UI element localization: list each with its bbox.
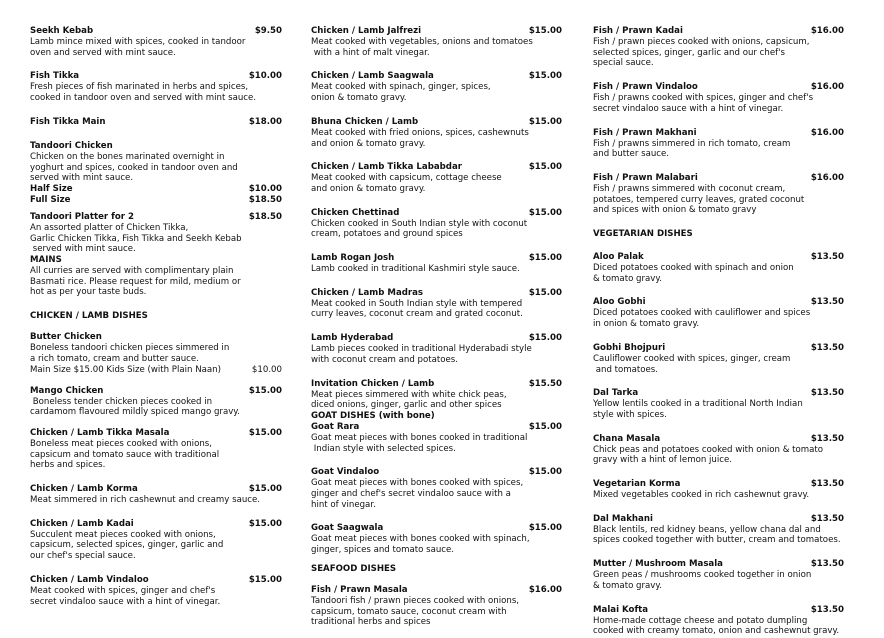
menu-item: [593, 297, 844, 329]
item-price: $16.00: [810, 127, 844, 138]
item-description: Meat cooked in South Indian style with tempered curry leaves, coconut cream and grated coconut.: [311, 298, 523, 320]
item-description: Chicken cooked in South Indian style with coconut cream, potatoes and ground spices: [311, 218, 528, 240]
item-title: Goat Vindaloo: [311, 467, 380, 478]
menu-item-header: [593, 479, 844, 490]
menu-item: [593, 173, 844, 216]
item-title: Chicken Chettinad: [311, 207, 400, 218]
item-description: Meat pieces simmered with white chick peas, diced onions, ginger, garlic and other spices: [311, 389, 507, 411]
item-description: Goat meat pieces with bones cooked in traditional Indian style with selected spices.: [311, 432, 528, 454]
item-title: Dal Makhani: [593, 513, 653, 524]
item-price: $15.00: [528, 333, 562, 344]
item-price: $15.00: [248, 385, 282, 396]
section-heading: SEAFOOD DISHES: [311, 563, 397, 574]
menu-item: [30, 141, 282, 184]
item-title: Tandoori Chicken: [30, 140, 113, 151]
item-title: Fish / Prawn Makhani: [593, 127, 697, 138]
item-title: Seekh Kebab: [30, 26, 94, 36]
menu-item: [311, 379, 562, 411]
menu-item: [593, 434, 844, 466]
menu-item: [593, 128, 844, 160]
item-price: $15.00: [528, 523, 562, 534]
menu-item-header: [311, 333, 562, 344]
menu-item: [311, 523, 562, 555]
menu-item: [593, 252, 844, 284]
menu-column-3: [593, 26, 844, 637]
item-price: $10.00: [248, 71, 282, 82]
item-title: Vegetarian Korma: [593, 479, 681, 490]
item-price: $16.00: [528, 584, 562, 595]
item-description: Fish / prawn pieces cooked with onions, capsicum, selected spices, ginger, garlic and our chef's special sauce.: [593, 37, 810, 69]
item-description: Fish / prawns simmered with coconut cream, potatoes, tempered curry leaves, grated coconut and spices with onion & tomato gravy: [593, 183, 805, 216]
item-description: Succulent meat pieces cooked with onions, capsicum, selected spices, ginger, garlic and our chef's special sauce.: [30, 529, 224, 562]
item-title: Goat Saagwala: [311, 523, 384, 534]
menu-item-header: [30, 386, 282, 397]
menu-item-header: [593, 559, 844, 570]
item-title: Fish / Prawn Vindaloo: [593, 82, 698, 93]
item-price: $15.00: [528, 253, 562, 264]
item-description: Cauliflower cooked with spices, ginger, cream and tomatoes.: [593, 353, 791, 375]
item-description: Fish / prawns simmered in rich tomato, cream and butter sauce.: [593, 138, 791, 160]
item-title: Fish Tikka: [30, 71, 80, 82]
menu-item: [311, 585, 562, 628]
menu-item: [593, 26, 844, 69]
item-title: Mango Chicken: [30, 385, 104, 396]
menu-item: [311, 288, 562, 320]
menu-item-header: [593, 605, 844, 616]
item-title: Dal Tarka: [593, 388, 639, 399]
item-price: $18.00: [248, 116, 282, 127]
menu-item-header: [30, 428, 282, 439]
item-title: Chicken / Lamb Korma: [30, 484, 138, 495]
item-price: $13.50: [810, 388, 844, 399]
item-description: Meat simmered in rich cashewnut and creamy sauce.: [30, 495, 261, 506]
menu-item-header: [593, 343, 844, 354]
item-price: $15.00: [528, 467, 562, 478]
item-description: Meat cooked with spices, ginger and chef's secret vindaloo sauce with a hint of vinegar.: [30, 585, 221, 607]
item-description: Meat cooked with spinach, ginger, spices, onion & tomato gravy.: [311, 82, 491, 104]
item-title: Chicken / Lamb Tikka Lababdar: [311, 162, 462, 173]
menu-item: [311, 117, 562, 149]
item-title: Full Size: [30, 194, 71, 205]
item-description: Mixed vegetables cooked in rich cashewnut gravy.: [593, 490, 810, 501]
item-title: Mutter / Mushroom Masala: [593, 559, 723, 570]
item-title: Chicken / Lamb Madras: [311, 287, 424, 298]
item-description: Meat cooked with capsicum, cottage cheese and onion & tomato gravy.: [311, 173, 502, 194]
menu-column-1: [30, 26, 282, 607]
menu-item-header: [30, 26, 282, 37]
menu-item: [30, 117, 282, 128]
menu-item-header: [311, 71, 562, 82]
menu-item: [311, 422, 562, 454]
menu-item: [30, 386, 282, 418]
item-price: $16.00: [810, 82, 844, 93]
item-title: Lamb Hyderabad: [311, 333, 394, 344]
size-options: Main Size $15.00 Kids Size (with Plain Naan): [30, 364, 221, 375]
menu-item: [593, 559, 844, 591]
item-title: Fish / Prawn Kadai: [593, 26, 683, 36]
item-title: Malai Kofta: [593, 604, 649, 615]
menu-item: [30, 71, 282, 103]
menu-item-header: [311, 585, 562, 596]
menu-item-header: [593, 514, 844, 525]
menu-item-header: [311, 379, 562, 390]
menu-item: [30, 195, 282, 206]
item-description: Lamb mince mixed with spices, cooked in tandoor oven and served with mint sauce.: [30, 37, 246, 58]
menu-item-header: [30, 575, 282, 586]
item-price: $15.00: [248, 574, 282, 585]
item-title: Lamb Rogan Josh: [311, 253, 395, 264]
menu-item-header: [593, 128, 844, 139]
item-description: Fish / prawns cooked with spices, ginger and chef's secret vindaloo sauce with a hint of vinegar.: [593, 93, 814, 114]
item-description: Yellow lentils cooked in a traditional North Indian style with spices.: [593, 399, 803, 420]
menu-item-header: [311, 422, 562, 433]
section-heading: CHICKEN / LAMB DISHES: [30, 311, 148, 322]
menu-item-header: [30, 519, 282, 530]
item-description: Tandoori fish / prawn pieces cooked with onions, capsicum, tomato sauce, coconut cream with traditional herbs and spices: [311, 595, 520, 628]
item-price: $10.00: [248, 183, 282, 194]
item-price: $15.00: [528, 71, 562, 82]
menu-item: [30, 26, 282, 58]
item-price: $13.50: [810, 252, 844, 263]
item-description: All curries are served with complimentary plain Basmati rice. Please request for mild, medium or hot as per your taste buds.: [30, 266, 241, 298]
item-description: Goat meat pieces with bones cooked with spinach, ginger, spices and tomato sauce.: [311, 534, 530, 556]
menu-item-header: [593, 434, 844, 445]
item-price: $16.00: [810, 172, 844, 183]
item-title: Chicken / Lamb Saagwala: [311, 71, 434, 82]
item-description: Fresh pieces of fish marinated in herbs and spices, cooked in tandoor oven and served with mint sauce.: [30, 82, 257, 104]
menu-item: [311, 26, 562, 58]
item-title: Fish Tikka Main: [30, 116, 106, 127]
menu-item: [311, 253, 562, 275]
item-description: Green peas / mushrooms cooked together in onion & tomato gravy.: [593, 570, 812, 591]
item-price: $15.00: [528, 421, 562, 432]
item-price: $16.00: [810, 26, 844, 36]
menu-item: [30, 484, 282, 506]
menu-item-header: [593, 388, 844, 399]
item-description: Home-made cottage cheese and potato dumpling cooked with creamy tomato, onion and cashewnut gravy.: [593, 615, 840, 637]
menu-item-header: [30, 195, 282, 206]
item-title: Fish / Prawn Masala: [311, 584, 408, 595]
item-price: $18.50: [248, 211, 282, 222]
menu-item: [311, 71, 562, 103]
item-price: $15.00: [248, 518, 282, 529]
item-title: Chicken / Lamb Jalfrezi: [311, 26, 422, 36]
item-price: $9.50: [254, 26, 282, 36]
menu-item: [30, 184, 282, 195]
menu-item: [311, 333, 562, 365]
item-title: Chicken / Lamb Kadai: [30, 518, 134, 529]
item-price: $15.00: [528, 162, 562, 173]
size-price-row: [30, 365, 282, 376]
item-title: Fish / Prawn Malabari: [593, 172, 698, 183]
item-description: Meat cooked with vegetables, onions and tomatoes with a hint of malt vinegar.: [311, 37, 533, 58]
item-price: $15.00: [528, 26, 562, 36]
menu-item: [311, 162, 562, 194]
menu-item-header: [30, 484, 282, 495]
menu-item: [593, 343, 844, 375]
item-price: $15.00: [528, 207, 562, 218]
item-title: MAINS: [30, 255, 62, 266]
item-title: Half Size: [30, 183, 73, 194]
menu-column-2: [311, 26, 562, 628]
item-description: Meat cooked with fried onions, spices, cashewnuts and onion & tomato gravy.: [311, 127, 529, 149]
menu-item-header: [311, 26, 562, 37]
menu-item-header: [593, 173, 844, 184]
section-heading: GOAT DISHES (with bone): [311, 410, 435, 421]
item-price: $15.50: [528, 378, 562, 389]
item-price: $13.50: [810, 342, 844, 353]
menu-item-header: [30, 255, 282, 266]
item-price: $13.50: [810, 559, 844, 570]
item-description: Black lentils, red kidney beans, yellow chana dal and spices cooked together with butter, cream and tomatoes.: [593, 524, 841, 546]
item-title: Butter Chicken: [30, 332, 102, 343]
item-title: Goat Rara: [311, 421, 360, 432]
menu-item-header: [311, 467, 562, 478]
item-title: Aloo Palak: [593, 252, 644, 263]
item-description: Diced potatoes cooked with spinach and onion & tomato gravy.: [593, 263, 794, 284]
item-price: $13.50: [810, 604, 844, 615]
item-title: Tandoori Platter for 2: [30, 211, 134, 222]
item-price: $13.50: [810, 513, 844, 524]
menu-item-header: [311, 288, 562, 299]
item-price: $15.00: [248, 427, 282, 438]
menu-item-header: [30, 184, 282, 195]
menu-item: [593, 514, 844, 546]
item-description: Goat meat pieces with bones cooked with spices, ginger and chef's secret vindaloo sauce with a hint of vinegar.: [311, 478, 524, 510]
item-price: $15.00: [528, 116, 562, 127]
menu-item: [30, 428, 282, 471]
item-title: Gobhi Bhojpuri: [593, 342, 666, 353]
menu-item: [30, 212, 282, 255]
item-description: Boneless meat pieces cooked with onions, capsicum and tomato sauce with traditional herbs and spices.: [30, 438, 220, 471]
menu-item-header: [311, 162, 562, 173]
menu-item: [30, 519, 282, 562]
menu-item: [30, 575, 282, 607]
menu-item-header: [30, 212, 282, 223]
item-title: Chicken / Lamb Vindaloo: [30, 574, 149, 585]
item-description: Boneless tender chicken pieces cooked in cardamom flavoured mildly spiced mango gravy.: [30, 396, 240, 418]
item-price: $13.50: [810, 479, 844, 490]
item-price: $15.00: [528, 287, 562, 298]
menu-item-header: [30, 141, 282, 152]
item-description: Diced potatoes cooked with cauliflower and spices in onion & tomato gravy.: [593, 308, 811, 330]
menu-item: [593, 479, 844, 501]
item-description: Chick peas and potatoes cooked with onion & tomato gravy with a hint of lemon juice.: [593, 444, 824, 466]
item-price: $18.50: [248, 194, 282, 205]
menu-item: [311, 467, 562, 510]
item-title: Aloo Gobhi: [593, 297, 646, 308]
item-description: Boneless tandoori chicken pieces simmered in a rich tomato, cream and butter sauce.: [30, 343, 230, 364]
menu-item: [593, 82, 844, 114]
menu-item-header: [593, 297, 844, 308]
menu-item-header: [30, 117, 282, 128]
menu-item: [30, 332, 282, 364]
menu-item-header: [593, 252, 844, 263]
menu-item-header: [311, 208, 562, 219]
menu-item-header: [30, 332, 282, 343]
item-description: Lamb cooked in traditional Kashmiri style sauce.: [311, 264, 520, 275]
menu-item-header: [311, 253, 562, 264]
menu-item: [593, 605, 844, 637]
item-price: $15.00: [248, 484, 282, 495]
menu-item: [593, 388, 844, 420]
menu-item-header: [30, 71, 282, 82]
menu-item-header: [311, 523, 562, 534]
item-description: An assorted platter of Chicken Tikka, Garlic Chicken Tikka, Fish Tikka and Seekh Kebab served with mint sauce.: [30, 222, 242, 255]
menu-item: [311, 208, 562, 240]
item-price: $13.50: [810, 297, 844, 308]
menu-item-header: [311, 117, 562, 128]
item-title: Chicken / Lamb Tikka Masala: [30, 427, 170, 438]
menu-item-header: [593, 82, 844, 93]
item-price: $10.00: [251, 364, 282, 375]
menu-item: [30, 255, 282, 298]
item-description: Lamb pieces cooked in traditional Hyderabadi style with coconut cream and potatoes.: [311, 344, 532, 365]
item-title: Invitation Chicken / Lamb: [311, 378, 435, 389]
item-price: $13.50: [810, 433, 844, 444]
item-title: Chana Masala: [593, 433, 661, 444]
menu-item-header: [593, 26, 844, 37]
item-title: Bhuna Chicken / Lamb: [311, 116, 419, 127]
section-heading: VEGETARIAN DISHES: [593, 229, 693, 240]
item-description: Chicken on the bones marinated overnight in yoghurt and spices, cooked in tandoor oven and served with mint sauce.: [30, 151, 238, 184]
